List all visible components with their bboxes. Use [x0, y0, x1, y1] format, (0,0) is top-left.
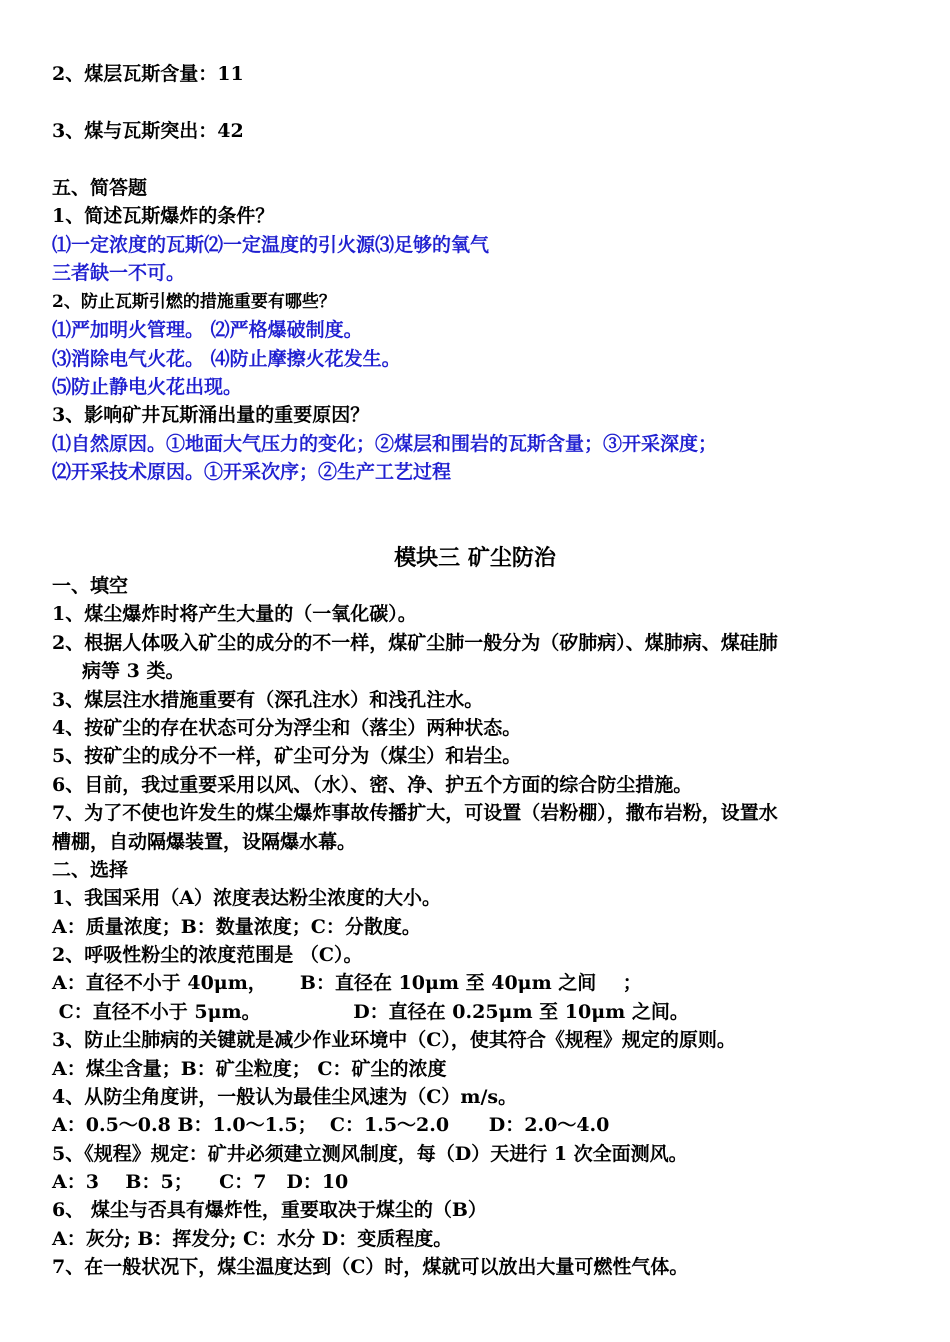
answer-3-line-1: ⑴自然原因。①地面大气压力的变化；②煤层和围岩的瓦斯含量；③开采深度；: [52, 433, 718, 455]
fill-item: 5、按矿尘的成分不一样，矿尘可分为（煤尘）和岩尘。: [52, 745, 522, 767]
fill-item: 1、煤尘爆炸时将产生大量的（一氧化碳）。: [52, 603, 417, 625]
fill-item: 4、按矿尘的存在状态可分为浮尘和（落尘）两种状态。: [52, 717, 522, 739]
answer-3-line-2: ⑵开采技术原因。①开采次序；②生产工艺过程: [52, 461, 452, 483]
choice-question: 6、 煤尘与否具有爆炸性，重要取决于煤尘的（B）: [52, 1199, 487, 1221]
gas-content-line: 2、煤层瓦斯含量：11: [52, 63, 244, 85]
answer-2-line-3: ⑸防止静电火花出现。: [52, 376, 243, 398]
question-1: 1、简述瓦斯爆炸的条件？: [52, 205, 275, 227]
fill-item: 2、根据人体吸入矿尘的成分的不一样，煤矿尘肺一般分为（矽肺病）、煤肺病、煤硅肺: [52, 632, 778, 654]
choice-options: A：3 B：5； C：7 D：10: [52, 1171, 349, 1193]
choice-options: A：灰分; B：挥发分; C：水分 D：变质程度。: [52, 1228, 453, 1250]
choice-question: 7、在一般状况下，煤尘温度达到（C）时，煤就可以放出大量可燃性气体。: [52, 1256, 689, 1278]
outburst-line: 3、煤与瓦斯突出：42: [52, 120, 244, 142]
fill-item: 3、煤层注水措施重要有（深孔注水）和浅孔注水。: [52, 689, 484, 711]
fill-item-continuation: 病等 3 类。: [82, 660, 185, 682]
answer-1-line-1: ⑴一定浓度的瓦斯⑵一定温度的引火源⑶足够的氧气: [52, 234, 490, 256]
short-answer-heading: 五、简答题: [52, 177, 148, 199]
fill-item-continuation: 槽棚，自动隔爆装置，设隔爆水幕。: [52, 831, 357, 853]
module-title: 模块三 矿尘防治: [394, 545, 556, 571]
fill-heading: 一、填空: [52, 575, 129, 597]
choice-question: 2、呼吸性粉尘的浓度范围是 （C）。: [52, 944, 363, 966]
choice-question: 3、防止尘肺病的关键就是减少作业环境中（C），使其符合《规程》规定的原则。: [52, 1029, 736, 1051]
answer-1-line-2: 三者缺一不可。: [52, 262, 186, 284]
answer-2-line-2: ⑶消除电气火花。 ⑷防止摩擦火花发生。: [52, 348, 401, 370]
choice-question: 4、从防尘角度讲，一般认为最佳尘风速为（C）m/s。: [52, 1086, 518, 1108]
choice-question: 1、我国采用（A）浓度表达粉尘浓度的大小。: [52, 887, 441, 909]
fill-item: 7、为了不使也许发生的煤尘爆炸事故传播扩大，可设置（岩粉棚），撒布岩粉，设置水: [52, 802, 778, 824]
choice-options: A：质量浓度；B：数量浓度；C：分散度。: [52, 916, 421, 938]
fill-item: 6、目前，我过重要采用以风、（水）、密、净、护五个方面的综合防尘措施。: [52, 774, 693, 796]
choice-heading: 二、选择: [52, 859, 129, 881]
choice-options: A：0.5～0.8 B：1.0～1.5； C：1.5～2.0 D：2.0～4.0: [52, 1114, 610, 1136]
choice-options: A：直径不小于 40μm， B：直径在 10μm 至 40μm 之间 ；: [52, 972, 642, 994]
question-3: 3、影响矿井瓦斯涌出量的重要原因？: [52, 404, 370, 426]
question-2: 2、防止瓦斯引燃的措施重要有哪些？: [52, 292, 336, 312]
choice-options: C：直径不小于 5μm。 D：直径在 0.25μm 至 10μm 之间。: [52, 1001, 689, 1023]
choice-options: A：煤尘含量；B：矿尘粒度； C：矿尘的浓度: [52, 1058, 447, 1080]
answer-2-line-1: ⑴严加明火管理。 ⑵严格爆破制度。: [52, 319, 363, 341]
choice-question: 5、《规程》规定：矿井必须建立测风制度，每（D）天进行 1 次全面测风。: [52, 1143, 688, 1165]
